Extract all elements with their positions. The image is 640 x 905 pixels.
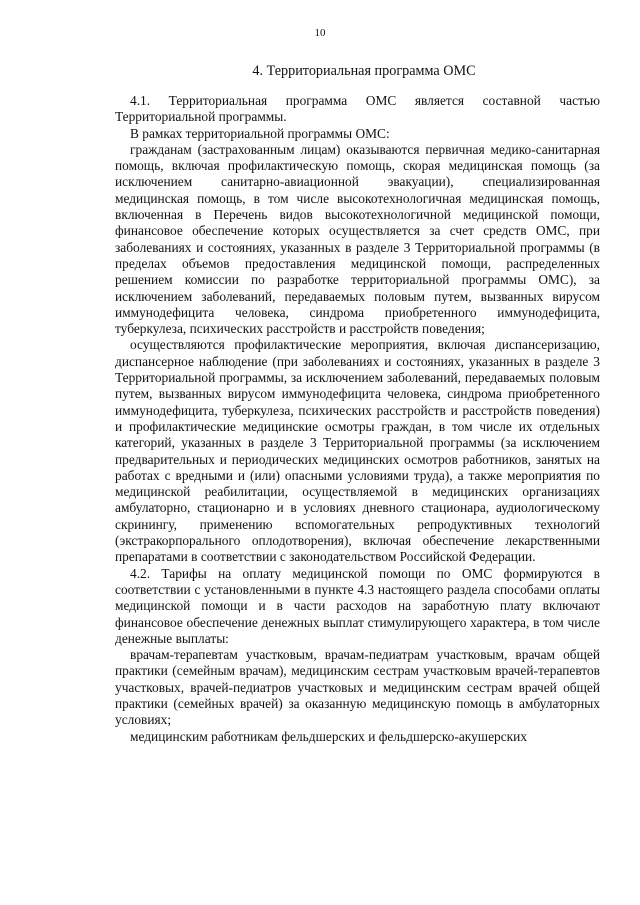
section-heading: 4. Территориальная программа ОМС bbox=[252, 63, 476, 79]
body-text bbox=[115, 93, 600, 745]
paragraph: гражданам (застрахованным лицам) оказываются первичная медико-санитарная помощь, включая профилактическую помощь, скорая медицинская помощь (за исключением санитарно-авиационной эвакуации), специализированная медицинская помощь, в том числе высокотехнологичная медицинская помощь, включенная в Перечень видов высокотехнологичной медицинской помощи, финансовое обеспечение которых осуществляется за счет средств ОМС, при заболеваниях и состояниях, указанных в разделе 3 Территориальной программы (в пределах объемов предоставления медицинской помощи, распределенных решением комиссии по разработке территориальной программы ОМС), за исключением заболеваний, передаваемых половым путем, вызванных вирусом иммунодефицита человека, синдрома приобретенного иммунодефицита, туберкулеза, психических расстройств и расстройств поведения; bbox=[115, 141, 600, 337]
paragraph: 4.2. Тарифы на оплату медицинской помощи по ОМС формируются в соответствии с установленными в пункте 4.3 настоящего раздела способами оплаты медицинской помощи и в части расходов на заработную плату включают финансовое обеспечение денежных выплат стимулирующего характера, в том числе денежные выплаты: bbox=[115, 565, 600, 646]
paragraph: В рамках территориальной программы ОМС: bbox=[130, 125, 390, 141]
paragraph: медицинским работникам фельдшерских и фельдшерско-акушерских bbox=[130, 728, 528, 744]
paragraph: врачам-терапевтам участковым, врачам-педиатрам участковым, врачам общей практики (семейным врачам), медицинским сестрам участковым врачей-терапевтов участковых, врачей-педиатров участковых и медицинским сестрам врачей общей практики (семейных врачей) за оказанную медицинскую помощь в амбулаторных условиях; bbox=[115, 647, 600, 728]
paragraph: осуществляются профилактические мероприятия, включая диспансеризацию, диспансерное наблюдение (при заболеваниях и состояниях, указанных в разделе 3 Территориальной программы, за исключением заболеваний, передаваемых половым путем, вызванных вирусом иммунодефицита человека, синдрома приобретенного иммунодефицита, туберкулеза, психических расстройств и расстройств поведения) и профилактические медицинские осмотры граждан, в том числе их отдельных категорий, указанных в разделе 3 Территориальной программы (за исключением предварительных и периодических медицинских осмотров работников, занятых на работах с вредными и (или) опасными условиями труда), а также мероприятия по медицинской реабилитации, осуществляемой в медицинских организациях амбулаторно, стационарно и в условиях дневного стационара, аудиологическому скринингу, применению вспомогательных репродуктивных технологий (экстракорпорального оплодотворения), включая обеспечение лекарственными препаратами в соответствии с законодательством Российской Федерации. bbox=[115, 337, 600, 565]
page-number: 10 bbox=[314, 27, 326, 39]
paragraph: 4.1. Территориальная программа ОМС является составной частью Территориальной программы. bbox=[115, 93, 600, 125]
